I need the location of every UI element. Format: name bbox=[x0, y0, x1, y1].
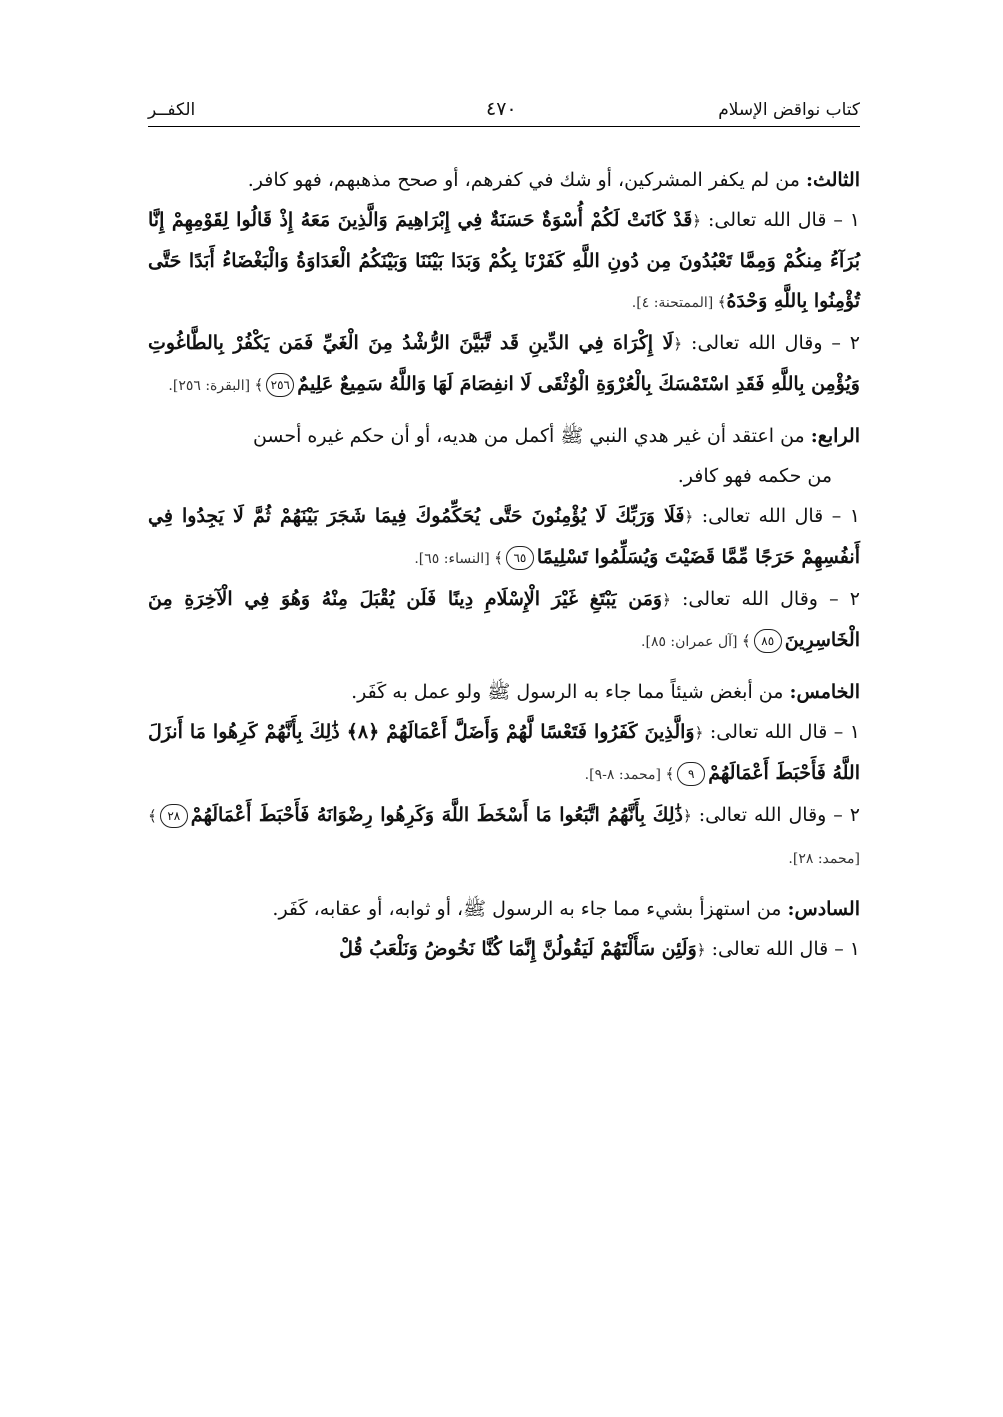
section-third bbox=[148, 160, 860, 200]
item-prefix: ٢ – وقال الله تعالى: bbox=[691, 804, 860, 826]
verse-reference: [محمد: ٢٨]. bbox=[788, 851, 860, 867]
ornate-bracket-close: ﴾ bbox=[717, 293, 727, 311]
quran-verse: قَدْ كَانَتْ لَكُمْ أُسْوَةٌ حَسَنَةٌ فِي إِبْرَاهِيمَ وَالَّذِينَ مَعَهُ إِذْ قَالُوا لِقَوْمِهِمْ إِنَّا بُرَآءُ مِنكُمْ وَمِمَّا تَعْبُدُونَ مِن دُونِ اللَّهِ كَفَرْنَا بِكُمْ وَبَدَا بَيْنَنَا وَبَيْنَكُمُ الْعَدَاوَةُ وَالْبَغْضَاءُ أَبَدًا حَتَّى تُؤْمِنُوا بِاللَّهِ وَحْدَهُ bbox=[148, 209, 860, 312]
item-prefix: ٢ – وقال الله تعالى: bbox=[670, 588, 860, 610]
item-prefix: ١ – قال الله تعالى: bbox=[693, 505, 860, 527]
section-label: الثالث: bbox=[805, 169, 860, 191]
ornate-bracket-open: ﴿ bbox=[694, 724, 704, 742]
chapter-title: الكفــر bbox=[148, 100, 196, 120]
book-title: كتاب نواقض الإسلام bbox=[718, 100, 860, 120]
section-text: من لم يكفر المشركين، أو شك في كفرهم، أو صحح مذهبهم، فهو كافر. bbox=[247, 169, 806, 191]
quran-verse: وَمَن يَبْتَغِ غَيْرَ الْإِسْلَامِ دِينًا فَلَن يُقْبَلَ مِنْهُ وَهُوَ فِي الْآخِرَةِ مِنَ الْخَاسِرِينَ bbox=[148, 588, 860, 651]
verse-reference: [آل عمران: ٨٥]. bbox=[641, 634, 742, 650]
verse-number-badge: ٦٥ bbox=[506, 546, 534, 570]
page-body bbox=[148, 160, 860, 970]
section-text: من استهزأ بشيء مما جاء به الرسول ﷺ، أو ثوابه، أو عقابه، كَفَر. bbox=[272, 898, 788, 920]
evidence-item bbox=[148, 323, 860, 406]
evidence-item bbox=[148, 496, 860, 579]
ornate-bracket-close: ﴾ bbox=[254, 376, 264, 394]
quran-verse: وَالَّذِينَ كَفَرُوا فَتَعْسًا لَّهُمْ وَأَضَلَّ أَعْمَالَهُمْ ﴿٨﴾ ذَٰلِكَ بِأَنَّهُمْ كَرِهُوا مَا أَنزَلَ اللَّهُ فَأَحْبَطَ أَعْمَالَهُمْ bbox=[148, 721, 860, 784]
ornate-bracket-close: ﴾ bbox=[665, 765, 675, 783]
section-fourth bbox=[148, 416, 860, 496]
section-fifth bbox=[148, 672, 860, 712]
evidence-item bbox=[148, 200, 860, 323]
header-rule bbox=[148, 126, 860, 127]
ornate-bracket-open: ﴿ bbox=[684, 508, 694, 526]
page-header bbox=[148, 96, 860, 128]
ornate-bracket-open: ﴿ bbox=[662, 591, 671, 609]
verse-number-badge: ٨٥ bbox=[754, 629, 782, 653]
verse-reference: [البقرة: ٢٥٦]. bbox=[168, 378, 255, 394]
quran-verse: فَلَا وَرَبِّكَ لَا يُؤْمِنُونَ حَتَّى يُحَكِّمُوكَ فِيمَا شَجَرَ بَيْنَهُمْ ثُمَّ لَا يَجِدُوا فِي أَنفُسِهِمْ حَرَجًا مِّمَّا قَضَيْتَ وَيُسَلِّمُوا تَسْلِيمًا bbox=[148, 505, 860, 568]
ornate-bracket-close: ﴾ bbox=[494, 549, 503, 567]
section-label: السادس: bbox=[787, 898, 860, 920]
quran-verse: ذَٰلِكَ بِأَنَّهُمُ اتَّبَعُوا مَا أَسْخَطَ اللَّهَ وَكَرِهُوا رِضْوَانَهُ فَأَحْبَطَ أَعْمَالَهُمْ bbox=[190, 804, 683, 826]
item-prefix: ٢ – وقال الله تعالى: bbox=[682, 332, 860, 354]
ornate-bracket-open: ﴿ bbox=[696, 941, 706, 959]
verse-number-badge: ٩ bbox=[677, 762, 705, 786]
ornate-bracket-open: ﴿ bbox=[682, 807, 692, 825]
evidence-item bbox=[148, 579, 860, 662]
evidence-item bbox=[148, 712, 860, 795]
item-prefix: ١ – قال الله تعالى: bbox=[701, 209, 860, 231]
ornate-bracket-open: ﴿ bbox=[692, 212, 702, 230]
verse-reference: [محمد: ٨-٩]. bbox=[584, 767, 666, 783]
evidence-item bbox=[148, 929, 860, 970]
page-number: ٤٧٠ bbox=[486, 98, 517, 120]
section-label: الخامس: bbox=[789, 681, 860, 703]
section-label: الرابع: bbox=[810, 425, 860, 447]
ornate-bracket-close: ﴾ bbox=[741, 632, 751, 650]
verse-reference: [النساء: ٦٥]. bbox=[414, 551, 495, 567]
verse-reference: [الممتحنة: ٤]. bbox=[631, 295, 718, 311]
quran-verse: وَلَئِن سَأَلْتَهُمْ لَيَقُولُنَّ إِنَّمَا كُنَّا نَخُوضُ وَنَلْعَبُ قُلْ bbox=[339, 938, 697, 960]
evidence-item bbox=[148, 795, 860, 879]
section-text: من أبغض شيئاً مما جاء به الرسول ﷺ ولو عمل به كَفَر. bbox=[351, 681, 790, 703]
quran-verse: لَا إِكْرَاهَ فِي الدِّينِ قَد تَّبَيَّنَ الرُّشْدُ مِنَ الْغَيِّ فَمَن يَكْفُرْ بِالطَّاغُوتِ وَيُؤْمِن بِاللَّهِ فَقَدِ اسْتَمْسَكَ بِالْعُرْوَةِ الْوُثْقَى لَا انفِصَامَ لَهَا وَاللَّهُ سَمِيعٌ عَلِيمٌ bbox=[148, 332, 860, 395]
ornate-bracket-open: ﴿ bbox=[673, 335, 683, 353]
section-sixth bbox=[148, 889, 860, 929]
item-prefix: ١ – قال الله تعالى: bbox=[705, 938, 860, 960]
section-text: من اعتقد أن غير هدي النبي ﷺ أكمل من هديه، أو أن حكم غيره أحسن bbox=[252, 425, 811, 447]
item-prefix: ١ – قال الله تعالى: bbox=[703, 721, 860, 743]
section-text-continued: من حكمه فهو كافر. bbox=[677, 465, 832, 487]
verse-number-badge: ٢٨ bbox=[160, 804, 188, 828]
verse-number-badge: ٢٥٦ bbox=[266, 373, 294, 397]
ornate-bracket-close: ﴾ bbox=[148, 807, 157, 825]
